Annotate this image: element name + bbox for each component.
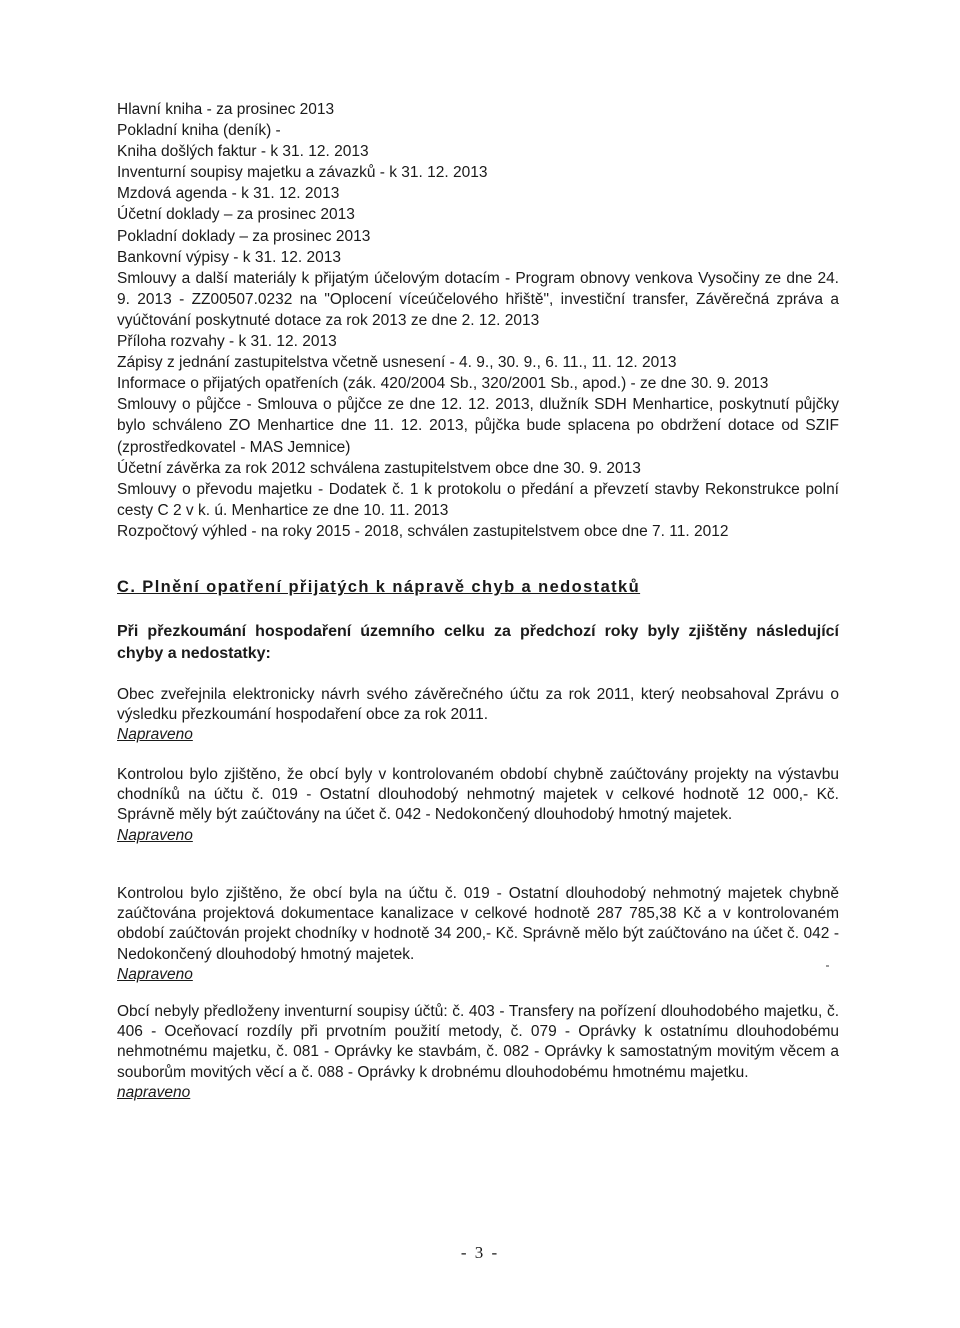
list-item: Hlavní kniha - za prosinec 2013: [117, 101, 335, 118]
list-item: Kniha došlých faktur - k 31. 12. 2013: [117, 143, 369, 161]
list-item: Mzdová agenda - k 31. 12. 2013: [117, 185, 340, 203]
list-item: Smlouvy o převodu majetku - Dodatek č. 1 k protokolu o předání a převzetí stavby Rekonstrukce polní cesty C 2 v k. ú. Menhartice ze dne 10. 11. 2013: [117, 480, 839, 519]
list-item: Informace o přijatých opatřeních (zák. 420/2004 Sb., 320/2001 Sb., apod.) - ze dne 30. 9. 2013: [117, 375, 769, 393]
finding-status: Napraveno: [117, 726, 193, 744]
finding-text: Obcí nebyly předloženy inventurní soupisy účtů: č. 403 - Transfery na pořízení dlouhodobého majetku, č. 406 - Oceňovací rozdíly při prvotním použití metody, č. 079 - Oprávky k ostatnímu dlouhodobému nehmotnému majetku, č. 081 - Oprávky ke stavbám, č. 082 - Oprávky k samostatným movitým věcem a souborům movitých věcí a č. 088 - Oprávky k drobnému dlouhodobému hmotnému majetku.: [117, 1003, 839, 1081]
list-item: Pokladní kniha (deník) -: [117, 122, 281, 140]
list-item: Smlouvy o půjčce - Smlouva o půjčce ze dne 12. 12. 2013, dlužník SDH Menhartice, poskytnutí půjčky bylo schváleno ZO Menhartice dne 11. 12. 2013, půjčka bude splacena po obdržení dotace od SZIF (zprostředkovatel - MAS Jemnice): [117, 396, 839, 456]
list-item: Účetní závěrka za rok 2012 schválena zastupitelstvem obce dne 30. 9. 2013: [117, 459, 641, 477]
finding-text: Kontrolou bylo zjištěno, že obcí byly v kontrolovaném období chybně zaúčtovány projekty na výstavbu chodníků na účtu č. 019 - Ostatní dlouhodobý nehmotný majetek v celkové hodnotě 12 000,- Kč. Správně měly být zaúčtovány na účet č. 042 - Nedokončený dlouhodobý hmotný majetek.: [117, 766, 839, 824]
finding-status: Napraveno: [117, 965, 193, 983]
section-c-intro: Při přezkoumání hospodaření územního celku za předchozí roky byly zjištěny následující chyby a nedostatky:: [117, 623, 839, 662]
finding-item: [117, 884, 839, 985]
list-item: Rozpočtový výhled - na roky 2015 - 2018, schválen zastupitelstvem obce dne 7. 11. 2012: [117, 522, 729, 540]
reviewed-documents-list: [117, 99, 839, 542]
finding-text: Kontrolou bylo zjištěno, že obcí byla na účtu č. 019 - Ostatní dlouhodobý nehmotný majetek chybně zaúčtována projektová dokumentace kanalizace v celkové hodnotě 287 785,38 Kč a v kontrolovaném období zaúčtován projekt chodníky v hodnotě 34 200,- Kč. Správně mělo být zaúčtováno na účet č. 042 - Nedokončený dlouhodobý hmotný majetek.: [117, 885, 839, 963]
list-item: Inventurní soupisy majetku a závazků - k 31. 12. 2013: [117, 164, 488, 182]
finding-text: Obec zveřejnila elektronicky návrh svého závěrečného účtu za rok 2011, který neobsahoval Zprávu o výsledku přezkoumání hospodaření obce za rok 2011.: [117, 686, 839, 724]
scan-speck: [826, 965, 829, 967]
finding-status: napraveno: [117, 1083, 191, 1101]
finding-status: Napraveno: [117, 826, 193, 844]
list-item: Účetní doklady – za prosinec 2013: [117, 206, 355, 224]
list-item: Pokladní doklady – za prosinec 2013: [117, 227, 371, 245]
list-item: Smlouvy a další materiály k přijatým účelovým dotacím - Program obnovy venkova Vysočiny ze dne 24. 9. 2013 - ZZ00507.0232 na "Oplocení víceúčelového hřiště", investiční transfer, Závěrečná zpráva a vyúčtování poskytnuté dotace za rok 2013 ze dne 2. 12. 2013: [117, 269, 839, 329]
finding-item: [117, 1002, 839, 1103]
list-item: Zápisy z jednání zastupitelstva včetně usnesení - 4. 9., 30. 9., 6. 11., 11. 12. 2013: [117, 354, 677, 372]
list-item: Bankovní výpisy - k 31. 12. 2013: [117, 248, 342, 266]
finding-item: [117, 765, 839, 846]
section-c-heading: C. Plnění opatření přijatých k nápravě chyb a nedostatků: [117, 578, 641, 596]
finding-item: [117, 685, 839, 746]
list-item: Příloha rozvahy - k 31. 12. 2013: [117, 333, 337, 351]
page-number: - 3 -: [460, 1243, 500, 1262]
